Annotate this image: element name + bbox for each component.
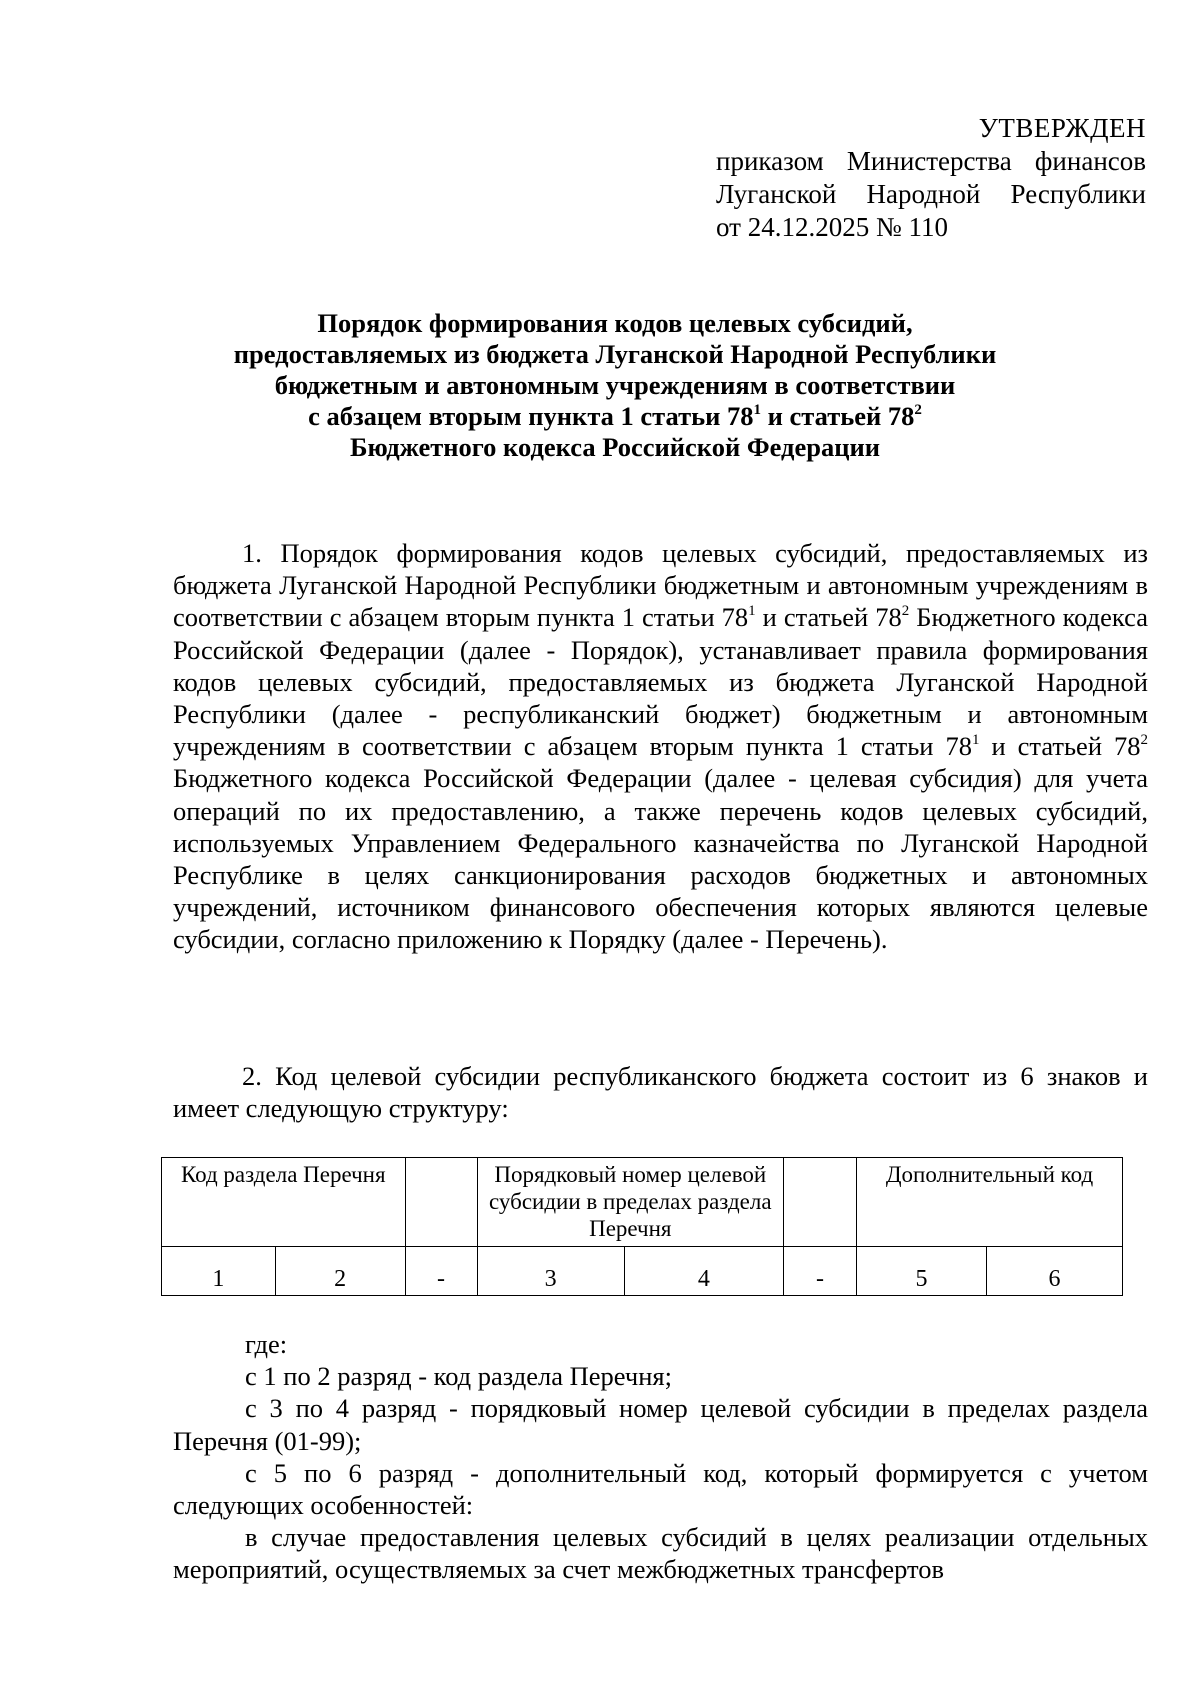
- title-line-1: Порядок формирования кодов целевых субсидий,: [317, 308, 913, 338]
- title-line-4-text-a: с абзацем вторым пункта 1 статьи 78: [308, 401, 754, 431]
- digit-separator-cell: -: [784, 1247, 857, 1296]
- digit-cell: 2: [275, 1247, 405, 1296]
- explanation-item-1: с 1 по 2 разряд - код раздела Перечня;: [245, 1361, 672, 1392]
- paragraph-1-part-4: и статьей 78: [979, 731, 1141, 762]
- paragraph-2: 2. Код целевой субсидии республиканского бюджета состоит из 6 знаков и имеет следующую структуру:: [173, 1061, 1148, 1124]
- paragraph-1-sup-4: 2: [1140, 732, 1148, 749]
- header-section-code: Код раздела Перечня: [162, 1158, 406, 1247]
- title-line-5: Бюджетного кодекса Российской Федерации: [349, 432, 880, 462]
- digit-cell: 6: [986, 1247, 1122, 1296]
- paragraph-1-part-5: Бюджетного кодекса Российской Федерации (далее - целевая субсидия) для учета операций по их предоставлению, а также перечень кодов целевых субсидий, используемых Управлением Федерального казначейства по Луганской Народной Республике в целях санкционирования расходов бюджетных и автономных учреждений, источником финансового обеспечения которых являются целевые субсидии, согласно приложению к Порядку (далее - Перечень).: [173, 763, 1148, 955]
- approval-republic-line: Луганской Народной Республики: [716, 179, 1146, 209]
- title-line-4: [172, 401, 1058, 432]
- title-superscript-2: 2: [914, 402, 922, 418]
- digit-cell: 4: [624, 1247, 783, 1296]
- paragraph-1: [173, 537, 1148, 956]
- table-digits-row: [162, 1247, 1123, 1296]
- explanation-where: где:: [245, 1329, 288, 1359]
- paragraph-1-sup-3: 1: [971, 732, 980, 749]
- approval-stamp: [716, 112, 1146, 244]
- approval-title: УТВЕРЖДЕН: [978, 113, 1146, 143]
- header-additional-code: Дополнительный код: [857, 1158, 1123, 1247]
- paragraph-1-sup-2: 2: [901, 603, 910, 620]
- title-line-3: бюджетным и автономным учреждениям в соответствии: [274, 370, 956, 400]
- digit-cell: 5: [857, 1247, 987, 1296]
- paragraph-1-part-2: и статьей 78: [755, 602, 902, 633]
- explanation-item-4: в случае предоставления целевых субсидий в целях реализации отдельных мероприятий, осуществляемых за счет межбюджетных трансфертов: [173, 1522, 1148, 1585]
- header-ordinal-number: Порядковый номер целевой субсидии в пределах раздела Перечня: [477, 1158, 783, 1247]
- explanation-item-2: с 3 по 4 разряд - порядковый номер целевой субсидии в пределах раздела Перечня (01-99);: [173, 1393, 1148, 1456]
- header-separator-2: [784, 1158, 857, 1247]
- paragraph-1-sup-1: 1: [748, 603, 756, 620]
- table-header-row: [162, 1158, 1123, 1247]
- document-title: [172, 308, 1058, 463]
- explanations-block: [173, 1328, 1148, 1586]
- explanation-item-3: с 5 по 6 разряд - дополнительный код, который формируется с учетом следующих особенностей:: [173, 1457, 1148, 1521]
- paragraph-2-block: [173, 1060, 1148, 1124]
- digit-cell: 3: [477, 1247, 624, 1296]
- paragraph-1-part-1: 1. Порядок формирования кодов целевых субсидий, предоставляемых из бюджета Луганской Народной Республики бюджетным и автономным учреждениям в соответствии с абзацем вторым пункта 1 статьи 78: [173, 538, 1148, 633]
- title-line-4-text-b: и статьей 78: [761, 401, 915, 431]
- approval-date-number: от 24.12.2025 № 110: [716, 212, 948, 242]
- paragraph-1-part-3: Бюджетного кодекса Российской Федерации (далее - Порядок), устанавливает правила формирования кодов целевых субсидий, предоставляемых из бюджета Луганской Народной Республики (далее - республиканский бюджет) бюджетным и автономным учреждениям в соответствии с абзацем вторым пункта 1 статьи 78: [173, 602, 1148, 762]
- approval-order-line: приказом Министерства финансов: [716, 146, 1146, 176]
- title-line-2: предоставляемых из бюджета Луганской Народной Республики: [233, 339, 997, 369]
- title-superscript-1: 1: [753, 402, 762, 418]
- digit-cell: 1: [162, 1247, 276, 1296]
- code-structure-table: [161, 1157, 1123, 1296]
- digit-separator-cell: -: [405, 1247, 477, 1296]
- paragraph-1-block: [173, 537, 1148, 956]
- header-separator-1: [405, 1158, 477, 1247]
